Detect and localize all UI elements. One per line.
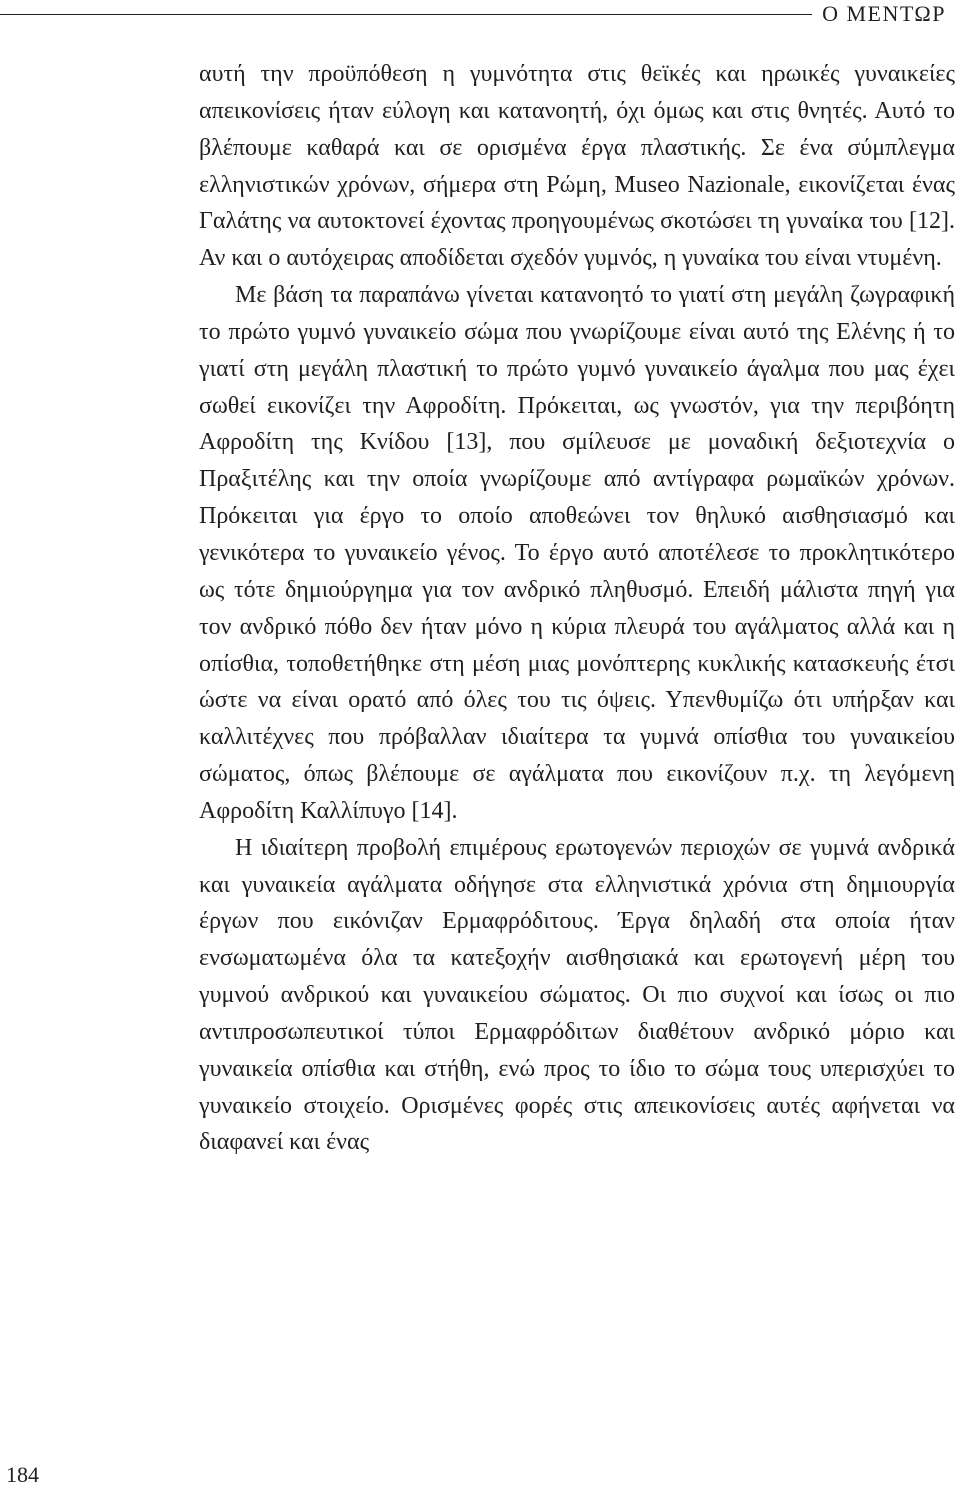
- paragraph-1: αυτή την προϋπόθεση η γυμνότητα στις θεϊκές και ηρωικές γυναικείες απεικονίσεις ήταν εύλογη και κατανοητή, όχι όμως και στις θνητές. Αυτό το βλέπουμε καθαρά και σε ορισμένα έργα πλαστικής. Σε ένα σύμπλεγμα ελληνιστικών χρόνων, σήμερα στη Ρώμη, Museo Nazionale, εικονίζεται ένας Γαλάτης να αυτοκτονεί έχοντας προηγουμένως σκοτώσει τη γυναίκα του [12]. Αν και ο αυτόχειρας αποδίδεται σχεδόν γυμνός, η γυναίκα του είναι ντυμένη.: [199, 61, 955, 272]
- paragraph-2: Με βάση τα παραπάνω γίνεται κατανοητό το γιατί στη μεγάλη ζωγραφική το πρώτο γυμνό γυναικείο σώμα που γνωρίζουμε είναι αυτό της Ελένης ή το γιατί στη μεγάλη πλαστική το πρώτο γυμνό γυναικείο άγαλμα που μας έχει σωθεί εικονίζει την Αφροδίτη. Πρόκειται, ως γνωστόν, για την περιβόητη Αφροδίτη της Κνίδου [13], που σμίλευσε με μοναδική δεξιοτεχνία ο Πραξιτέλης και την οποία γνωρίζουμε από αντίγραφα ρωμαϊκών χρόνων. Πρόκειται για έργο το οποίο αποθεώνει τον θηλυκό αισθησιασμό και γενικότερα το γυναικείο γένος. Το έργο αυτό αποτέλεσε το προκλητικότερο ως τότε δημιούργημα για τον ανδρικό πληθυσμό. Επειδή μάλιστα πηγή για τον ανδρικό πόθο δεν ήταν μόνο η κύρια πλευρά του αγάλματος αλλά και η οπίσθια, τοποθετήθηκε στη μέση μιας μονόπτερης κυκλικής κατασκευής έτσι ώστε να είναι ορατό από όλες του τις όψεις. Υπενθυμίζω ότι υπήρξαν και καλλιτέχνες που πρόβαλλαν ιδιαίτερα τα γυμνά οπίσθια του γυναικείου σώματος, όπως βλέπουμε σε αγάλματα που εικονίζουν π.χ. τη λεγόμενη Αφροδίτη Καλλίπυγο [14].: [199, 282, 955, 824]
- running-title: Ο ΜΕΝΤΩΡ: [822, 1, 946, 26]
- header-rule: [0, 14, 812, 15]
- page-number: 184: [6, 1462, 39, 1487]
- body-text: [199, 56, 955, 1161]
- paragraph-3: Η ιδιαίτερη προβολή επιμέρους ερωτογενών περιοχών σε γυμνά ανδρικά και γυναικεία αγάλματα οδήγησε στα ελληνιστικά χρόνια στη δημιουργία έργων που εικόνιζαν Ερμαφρόδιτους. Έργα δηλαδή στα οποία ήταν ενσωματωμένα όλα τα κατεξοχήν αισθησιακά και ερωτογενή μέρη του γυμνού ανδρικού και γυναικείου σώματος. Οι πιο συχνοί και ίσως οι πιο αντιπροσωπευτικοί τύποι Ερμαφρόδιτων διαθέτουν ανδρικό μόριο και γυναικεία οπίσθια και στήθη, ενώ προς το ίδιο το σώμα τους υπερισχύει το γυναικείο στοιχείο. Ορισμένες φορές στις απεικονίσεις αυτές αφήνεται να διαφανεί και ένας: [199, 834, 955, 1156]
